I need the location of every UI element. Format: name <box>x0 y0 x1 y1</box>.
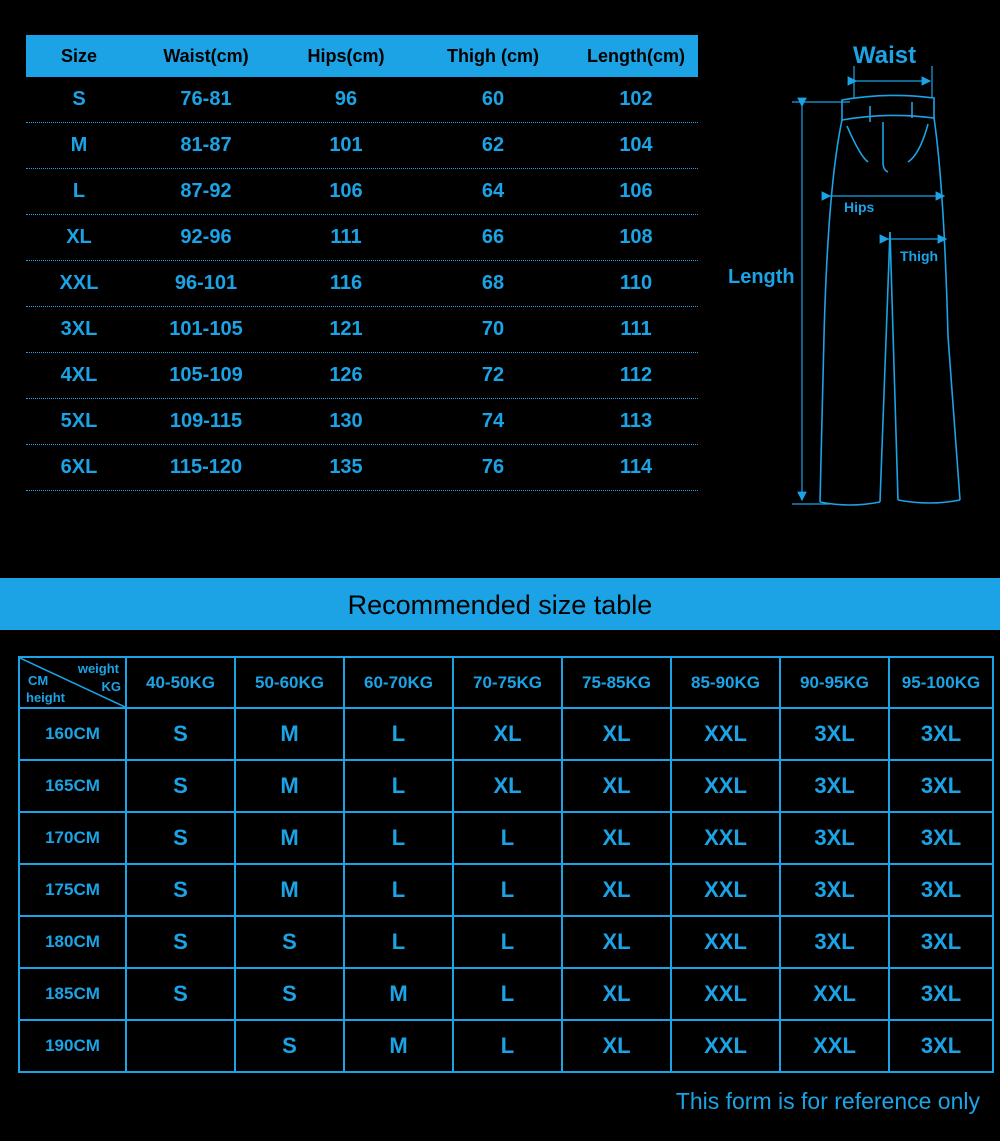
size-cell: 121 <box>329 318 363 340</box>
recommend-table <box>18 656 994 1073</box>
weight-header: 60-70KG <box>344 657 453 708</box>
size-cell: L <box>72 180 86 202</box>
size-recommend-cell: 3XL <box>780 812 889 864</box>
table-row <box>19 708 993 760</box>
size-cell: 5XL <box>60 410 98 432</box>
size-recommend-cell: XXL <box>671 708 780 760</box>
size-cell: 109-115 <box>169 410 243 432</box>
corner-cell <box>19 657 126 708</box>
size-row <box>26 77 698 123</box>
size-recommend-cell <box>126 1020 235 1072</box>
size-cell: 6XL <box>60 456 98 478</box>
table-row <box>19 968 993 1020</box>
size-recommend-cell: 3XL <box>889 864 993 916</box>
size-recommend-cell: XL <box>562 760 671 812</box>
corner-cm-label: CM <box>28 673 49 688</box>
size-cell: 70 <box>481 318 505 340</box>
size-recommend-cell: S <box>126 760 235 812</box>
size-cell: S <box>72 88 86 110</box>
size-cell: XL <box>66 226 92 248</box>
size-recommend-cell: XL <box>562 864 671 916</box>
size-cell: 116 <box>329 272 363 294</box>
size-recommend-cell: L <box>453 1020 562 1072</box>
size-recommend-cell: 3XL <box>780 864 889 916</box>
size-recommend-cell: XXL <box>671 760 780 812</box>
table-row <box>19 760 993 812</box>
size-recommend-cell: XXL <box>671 916 780 968</box>
table-row <box>19 864 993 916</box>
size-recommend-cell: M <box>235 864 344 916</box>
size-recommend-cell: XXL <box>671 968 780 1020</box>
height-cell: 180CM <box>19 916 126 968</box>
height-cell: 165CM <box>19 760 126 812</box>
hips-label: Hips <box>844 199 875 215</box>
corner-height-label: height <box>26 690 65 705</box>
size-row <box>26 353 698 399</box>
size-cell: 126 <box>329 364 363 386</box>
table-row <box>19 812 993 864</box>
size-cell: 110 <box>619 272 653 294</box>
header-thigh: Thigh (cm) <box>447 45 539 66</box>
size-cell: 62 <box>481 134 505 156</box>
size-recommend-cell: XXL <box>671 1020 780 1072</box>
size-recommend-cell: XXL <box>780 968 889 1020</box>
size-recommend-cell: L <box>453 968 562 1020</box>
weight-header: 50-60KG <box>235 657 344 708</box>
size-recommend-cell: S <box>235 916 344 968</box>
table-row <box>19 916 993 968</box>
size-recommend-cell: 3XL <box>889 1020 993 1072</box>
size-cell: 115-120 <box>169 456 243 478</box>
size-recommend-cell: 3XL <box>889 916 993 968</box>
size-recommend-cell: L <box>344 760 453 812</box>
size-cell: 68 <box>481 272 505 294</box>
size-row <box>26 123 698 169</box>
weight-header: 95-100KG <box>889 657 993 708</box>
weight-header: 90-95KG <box>780 657 889 708</box>
size-cell: 60 <box>481 88 505 110</box>
size-row <box>26 169 698 215</box>
corner-weight-label: weight <box>77 661 119 676</box>
size-recommend-cell: M <box>235 812 344 864</box>
size-cell: 105-109 <box>169 364 243 386</box>
waist-label: Waist <box>853 42 917 69</box>
size-cell: 108 <box>619 226 653 248</box>
size-cell: 111 <box>620 318 652 340</box>
size-row <box>26 215 698 261</box>
size-row <box>26 445 698 491</box>
size-recommend-cell: 3XL <box>780 760 889 812</box>
weight-header: 85-90KG <box>671 657 780 708</box>
size-cell: 106 <box>329 180 363 202</box>
size-recommend-cell: L <box>344 864 453 916</box>
weight-header: 70-75KG <box>453 657 562 708</box>
size-recommend-cell: L <box>344 916 453 968</box>
size-chart-header <box>26 35 698 77</box>
size-cell: 104 <box>619 134 653 156</box>
size-row <box>26 261 698 307</box>
header-hips: Hips(cm) <box>307 45 385 66</box>
size-recommend-cell: M <box>235 708 344 760</box>
size-recommend-cell: XL <box>453 708 562 760</box>
size-recommend-cell: S <box>126 708 235 760</box>
size-cell: 101 <box>329 134 363 156</box>
size-recommend-cell: XXL <box>671 812 780 864</box>
size-cell: 64 <box>481 180 505 202</box>
size-recommend-cell: 3XL <box>889 968 993 1020</box>
size-recommend-cell: XL <box>562 708 671 760</box>
size-cell: 3XL <box>60 318 98 340</box>
size-cell: 101-105 <box>169 318 243 340</box>
pants-diagram <box>720 36 1000 526</box>
size-recommend-cell: S <box>126 916 235 968</box>
size-recommend-cell: S <box>235 968 344 1020</box>
footnote: This form is for reference only <box>675 1088 980 1114</box>
weight-header: 40-50KG <box>126 657 235 708</box>
size-cell: 4XL <box>60 364 98 386</box>
header-waist: Waist(cm) <box>163 45 249 66</box>
size-recommend-cell: 3XL <box>780 916 889 968</box>
size-recommend-cell: 3XL <box>889 760 993 812</box>
size-cell: XXL <box>59 272 99 294</box>
size-cell: 96-101 <box>174 272 238 294</box>
size-recommend-cell: XL <box>562 1020 671 1072</box>
size-cell: 113 <box>619 410 653 432</box>
size-cell: 106 <box>619 180 653 202</box>
size-recommend-cell: XL <box>562 812 671 864</box>
length-label: Length <box>728 266 795 288</box>
header-length: Length(cm) <box>587 45 685 66</box>
height-cell: 160CM <box>19 708 126 760</box>
size-cell: 135 <box>329 456 363 478</box>
size-recommend-cell: 3XL <box>889 708 993 760</box>
recommended-banner: Recommended size table <box>0 578 1000 630</box>
size-cell: 96 <box>334 88 358 110</box>
size-recommend-cell: XL <box>562 916 671 968</box>
size-recommend-cell: L <box>453 812 562 864</box>
height-cell: 190CM <box>19 1020 126 1072</box>
size-recommend-cell: XXL <box>780 1020 889 1072</box>
size-recommend-cell: S <box>126 864 235 916</box>
size-cell: 114 <box>619 456 653 478</box>
size-cell: 112 <box>619 364 653 386</box>
size-cell: 87-92 <box>180 180 232 202</box>
size-recommend-cell: S <box>126 812 235 864</box>
table-row <box>19 1020 993 1072</box>
size-cell: 111 <box>330 226 362 248</box>
size-recommend-cell: M <box>344 968 453 1020</box>
size-cell: 81-87 <box>180 134 232 156</box>
size-cell: 76 <box>481 456 505 478</box>
size-recommend-cell: S <box>126 968 235 1020</box>
size-recommend-cell: S <box>235 1020 344 1072</box>
size-cell: 74 <box>481 410 505 432</box>
size-cell: 66 <box>481 226 505 248</box>
size-row <box>26 399 698 445</box>
size-recommend-cell: XL <box>453 760 562 812</box>
header-size: Size <box>60 45 98 66</box>
size-recommend-cell: 3XL <box>780 708 889 760</box>
height-cell: 170CM <box>19 812 126 864</box>
size-chart <box>26 35 698 491</box>
size-row <box>26 307 698 353</box>
size-cell: M <box>70 134 88 156</box>
size-recommend-cell: M <box>344 1020 453 1072</box>
height-cell: 185CM <box>19 968 126 1020</box>
weight-header: 75-85KG <box>562 657 671 708</box>
size-recommend-cell: XXL <box>671 864 780 916</box>
size-cell: 92-96 <box>180 226 232 248</box>
size-recommend-cell: 3XL <box>889 812 993 864</box>
size-recommend-cell: L <box>453 916 562 968</box>
size-cell: 102 <box>619 88 653 110</box>
size-recommend-cell: L <box>453 864 562 916</box>
size-recommend-cell: L <box>344 812 453 864</box>
corner-kg-label: KG <box>101 679 121 694</box>
height-cell: 175CM <box>19 864 126 916</box>
thigh-label: Thigh <box>900 248 939 264</box>
size-recommend-cell: XL <box>562 968 671 1020</box>
size-cell: 130 <box>329 410 363 432</box>
size-recommend-cell: L <box>344 708 453 760</box>
size-cell: 72 <box>481 364 505 386</box>
size-recommend-cell: M <box>235 760 344 812</box>
size-cell: 76-81 <box>180 88 232 110</box>
